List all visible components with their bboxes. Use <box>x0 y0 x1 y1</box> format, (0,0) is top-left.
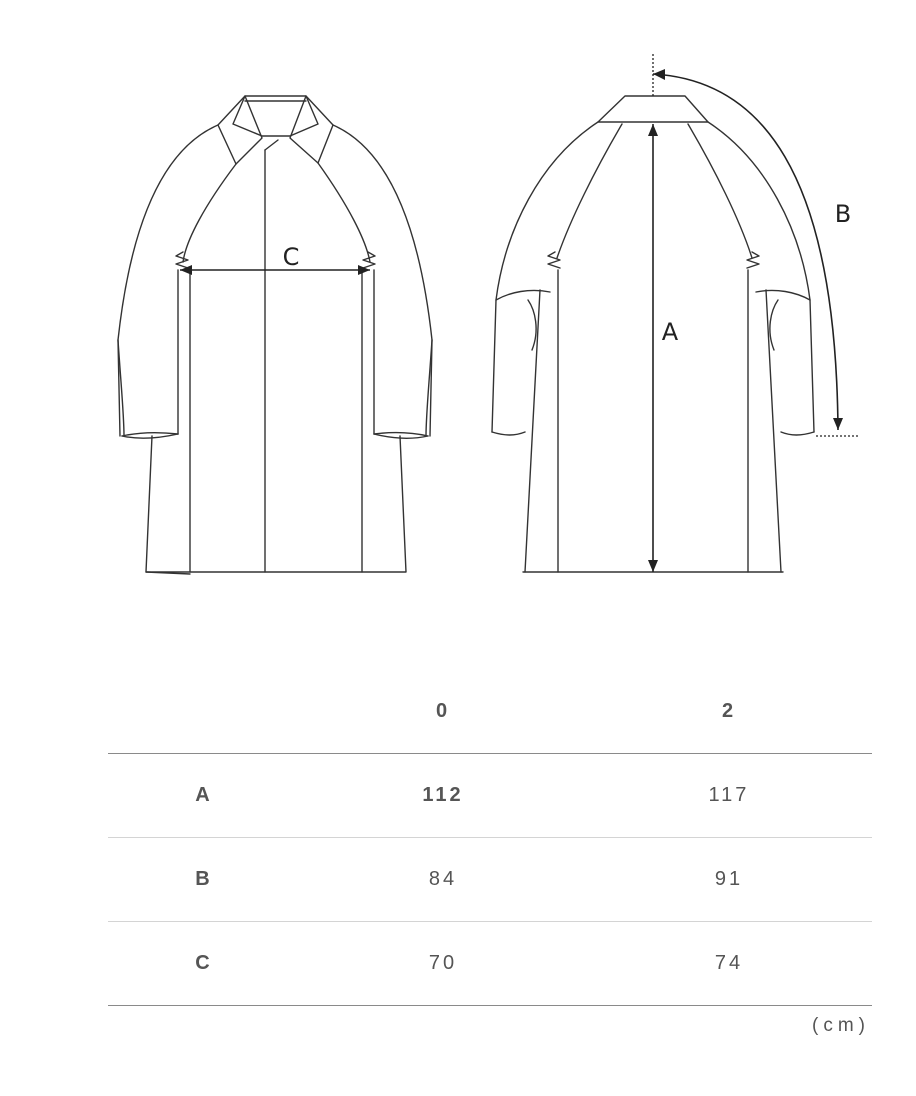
table-header-row <box>108 670 872 754</box>
cell-a-size-2: 117 <box>586 754 872 838</box>
row-label-c: C <box>108 922 300 1006</box>
table-row <box>108 754 872 838</box>
cell-b-size-0: 84 <box>300 838 586 922</box>
row-label-b: B <box>108 838 300 922</box>
unit-label: (cm) <box>812 1015 870 1036</box>
measure-b-curve <box>653 74 838 430</box>
size-chart-table <box>108 670 872 1006</box>
table-header-size-2: 2 <box>586 670 872 754</box>
coat-front-view <box>118 96 432 574</box>
label-b: B <box>834 200 852 228</box>
measure-b-arrow-bottom <box>833 418 843 430</box>
cell-c-size-2: 74 <box>586 922 872 1006</box>
measure-a-arrow-top <box>648 124 658 136</box>
label-c: C <box>282 243 300 271</box>
table-row <box>108 922 872 1006</box>
cell-a-size-0: 112 <box>300 754 586 838</box>
cell-b-size-2: 91 <box>586 838 872 922</box>
label-a: A <box>661 318 679 346</box>
table-header-cell <box>108 670 300 754</box>
cell-c-size-0: 70 <box>300 922 586 1006</box>
measurement-lines <box>180 54 860 572</box>
row-label-a: A <box>108 754 300 838</box>
measure-a-arrow-bottom <box>648 560 658 572</box>
measure-b-arrow-top <box>653 69 665 80</box>
table-header-size-0: 0 <box>300 670 586 754</box>
table-row <box>108 838 872 922</box>
